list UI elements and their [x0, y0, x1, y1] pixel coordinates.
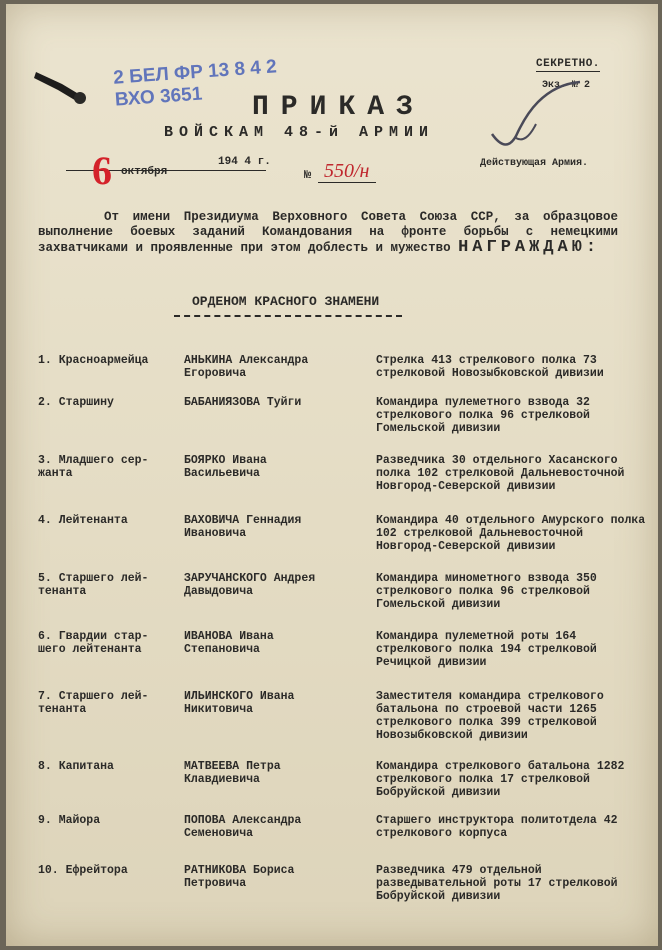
heading-underline — [174, 315, 402, 317]
document-title: ПРИКАЗ — [252, 92, 425, 123]
pencil-mark-icon — [486, 74, 586, 164]
award-name: ИВАНОВА Ивана Степановича — [184, 630, 274, 656]
order-number: 550/н — [324, 160, 370, 182]
stamp-line-1: 2 БЕЛ ФР 13 8 4 2 — [112, 56, 278, 89]
award-rank: 4. Лейтенанта — [38, 514, 128, 527]
award-rank: 8. Капитана — [38, 760, 114, 773]
award-position: Командира минометного взвода 350 стрелкового полка 96 стрелковой Гомельской дивизии — [376, 572, 597, 611]
award-rank: 7. Старшего лей- тенанта — [38, 690, 149, 716]
pushpin-icon — [32, 62, 90, 108]
award-rank: 2. Старшину — [38, 396, 114, 409]
award-rank: 5. Старшего лей- тенанта — [38, 572, 149, 598]
award-name: ПОПОВА Александра Семеновича — [184, 814, 302, 840]
award-position: Командира пулеметной роты 164 стрелкового полка 194 стрелковой Речицкой дивизии — [376, 630, 597, 669]
award-rank: 6. Гвардии стар- шего лейтенанта — [38, 630, 149, 656]
award-rank: 1. Красноармейца — [38, 354, 149, 367]
secrecy-label: СЕКРЕТНО. — [536, 58, 600, 70]
award-position: Командира пулеметного взвода 32 стрелкового полка 96 стрелковой Гомельской дивизии — [376, 396, 590, 435]
award-name: РАТНИКОВА Бориса Петровича — [184, 864, 295, 890]
award-name: ИЛЬИНСКОГО Ивана Никитовича — [184, 690, 295, 716]
award-name: БОЯРКО Ивана Васильевича — [184, 454, 267, 480]
date-year: 194 4 г. — [218, 156, 271, 168]
army-label: Действующая Армия. — [480, 158, 589, 169]
award-word: НАГРАЖДАЮ: — [458, 238, 601, 257]
award-name: ЗАРУЧАНСКОГО Андрея Давыдовича — [184, 572, 316, 598]
copy-number: Экз. № 2 — [542, 80, 591, 91]
award-position: Старшего инструктора политотдела 42 стрелкового корпуса — [376, 814, 618, 840]
award-rank: 9. Майора — [38, 814, 101, 827]
stamp-line-2: ВХО 3651 — [114, 83, 203, 111]
intro-paragraph — [38, 210, 618, 256]
award-rank: 10. Ефрейтора — [38, 864, 128, 877]
intro-text: От имени Президиума Верховного Совета Союза ССР, за образцовое выполнение боевых заданий Командования на фронте борьбы с немецкими захватчиками и проявленные при этом доблесть и мужество — [38, 210, 618, 255]
award-position: Разведчика 30 отдельного Хасанского полка 102 стрелковой Дальневосточной Новгород-Северской дивизии — [376, 454, 625, 493]
award-rank: 3. Младшего сер- жанта — [38, 454, 149, 480]
award-position: Командира 40 отдельного Амурского полка 102 стрелковой Дальневосточной Новгород-Северской дивизии — [376, 514, 646, 553]
award-name: АНЬКИНА Александра Егоровича — [184, 354, 309, 380]
award-position: Заместителя командира стрелкового батальона по строевой части 1265 стрелкового полка 399 стрелковой Новозыбковской дивизии — [376, 690, 604, 742]
award-position: Разведчика 479 отдельной разведывательной роты 17 стрелковой Бобруйской дивизии — [376, 864, 618, 903]
document-sheet — [6, 4, 658, 946]
date-day: 6 — [92, 148, 112, 193]
document-subtitle: ВОЙСКАМ 48-й АРМИИ — [164, 124, 435, 141]
award-name: ВАХОВИЧА Геннадия Ивановича — [184, 514, 302, 540]
order-heading: ОРДЕНОМ КРАСНОГО ЗНАМЕНИ — [192, 294, 380, 309]
order-number-underline — [318, 182, 376, 183]
award-name: МАТВЕЕВА Петра Клавдиевича — [184, 760, 281, 786]
award-position: Командира стрелкового батальона 1282 стрелкового полка 17 стрелковой Бобруйской дивизии — [376, 760, 625, 799]
award-name: БАБАНИЯЗОВА Туйги — [184, 396, 302, 409]
date-month: октября — [121, 166, 168, 178]
order-number-label: № — [304, 168, 312, 182]
award-position: Стрелка 413 стрелкового полка 73 стрелковой Новозыбковской дивизии — [376, 354, 604, 380]
